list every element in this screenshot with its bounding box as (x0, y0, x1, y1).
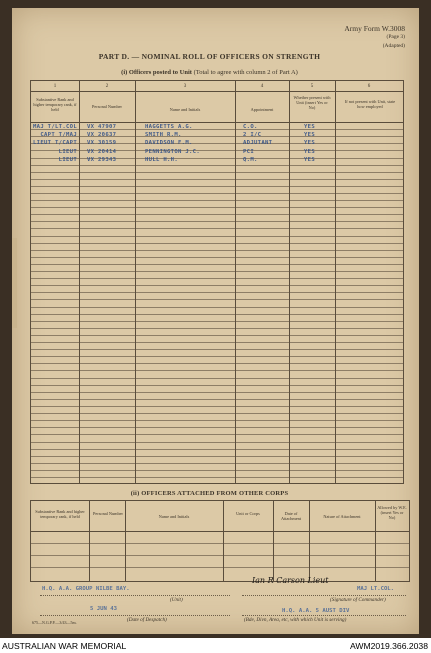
cell-appointment: 2 I/C (243, 132, 262, 139)
header-personal-number: Personal Number (92, 104, 122, 109)
cell-personal-number: VX 20637 (87, 132, 117, 139)
form-number-text: Army Form W.3008 (344, 24, 405, 33)
row-rule (31, 271, 403, 272)
col-number-5: 5 (310, 84, 314, 89)
archive-institution: AUSTRALIAN WAR MEMORIAL (2, 641, 127, 651)
row-rule (31, 292, 403, 293)
row-rule (31, 456, 403, 457)
row-rule (31, 278, 403, 279)
cell-personal-number: VX 29343 (87, 156, 117, 163)
cell-rank: LIEUT (58, 156, 77, 163)
header-present: Whether present with Unit (insert Yes or No) (293, 95, 331, 111)
row-rule (31, 214, 403, 215)
section1-title-bold: (i) Officers posted to Unit (121, 69, 192, 76)
row-rule (31, 477, 403, 478)
attached-header-date: Date of Attachment (280, 511, 302, 522)
cell-appointment: PCI (243, 148, 255, 155)
row-rule (31, 243, 403, 244)
cell-appointment: Q.M. (243, 156, 258, 163)
cell-personal-number: VX 30159 (87, 140, 117, 147)
commander-rank: MAJ LT.COL. (357, 586, 395, 592)
formation-stamp: H.Q. A.A. 5 AUST DIV (282, 608, 350, 614)
row-rule (31, 335, 403, 336)
col-number-1: 1 (53, 84, 57, 89)
officers-posted-table (30, 80, 404, 484)
row-rule (31, 314, 403, 315)
row-rule (31, 406, 403, 407)
cell-name: HULL H.H. (145, 156, 179, 163)
row-rule (31, 179, 403, 180)
header-name: Name and Initials (169, 107, 201, 112)
officers-attached-table (30, 500, 410, 582)
row-rule (31, 207, 403, 208)
header-appointment: Appointment (250, 107, 274, 112)
formation-caption: (Bde, Divn, Area, etc, with which Unit is serving) (244, 617, 347, 623)
row-rule (31, 299, 403, 300)
row-rule (31, 363, 403, 364)
attached-header-name: Name and Initials (158, 514, 190, 519)
unit-stamp: H.Q. A.A. GROUP NILBE BAY. (42, 586, 130, 592)
cell-appointment: C.O. (243, 124, 258, 130)
row-rule (31, 392, 403, 393)
section2-title: (ii) OFFICERS ATTACHED FROM OTHER CORPS (130, 490, 289, 497)
col-number-2: 2 (105, 84, 109, 89)
row-rule (31, 321, 403, 322)
cell-present: YES (304, 148, 316, 155)
header-not-present: If not present with Unit, state how employed (344, 99, 396, 110)
row-rule (31, 449, 403, 450)
cell-personal-number: VX 47907 (87, 124, 117, 130)
row-rule (31, 356, 403, 357)
cell-appointment: ADJUTANT (243, 140, 273, 147)
form-number (344, 24, 405, 51)
cell-name: HAGGETTS A.G. (145, 124, 193, 130)
despatch-date: 5 JUN 43 (90, 606, 117, 612)
row-rule (31, 385, 403, 386)
row-rule (31, 186, 403, 187)
row-rule (31, 285, 403, 286)
attached-header-unit: Unit or Corps (236, 511, 260, 516)
row-rule (31, 434, 403, 435)
attached-header-rank: Substantive Rank and higher temporary rank, if held (35, 509, 85, 520)
form-page: (Page 3) (386, 34, 405, 40)
row-rule (31, 442, 403, 443)
row-rule (31, 193, 403, 194)
col-number-4: 4 (260, 84, 264, 89)
cell-rank: LIEUT (58, 148, 77, 155)
row-rule (31, 420, 403, 421)
unit-caption: (Unit) (170, 597, 183, 603)
cell-rank: CAPT T/MAJ (40, 132, 77, 139)
attached-header-nature: Nature of Attachment (323, 514, 361, 519)
attached-header-allowed: Allowed by W.E. (insert Yes or No) (377, 505, 407, 521)
row-rule (31, 172, 403, 173)
row-rule (31, 349, 403, 350)
header-rank: Substantive Rank and higher temporary rank, if held (33, 97, 77, 113)
row-rule (31, 413, 403, 414)
col-number-6: 6 (367, 84, 371, 89)
cell-present: YES (304, 124, 316, 130)
cell-rank: MAJ T/LT.COL (33, 124, 78, 130)
commander-caption: (Signature of Commander) (330, 597, 386, 603)
col-number-3: 3 (183, 84, 187, 89)
row-rule (31, 200, 403, 201)
row-rule (31, 378, 403, 379)
row-rule (31, 463, 403, 464)
archive-id: AWM2019.366.2038 (349, 641, 428, 651)
commander-signature: Ian R Carson Lieut (252, 576, 329, 585)
section1-title (12, 69, 407, 76)
form-adapted: (Adapted) (382, 43, 405, 49)
cell-present: YES (304, 156, 316, 163)
cell-present: YES (304, 140, 316, 147)
cell-name: PENNINGTON J.C. (145, 148, 201, 155)
row-rule (31, 328, 403, 329)
row-rule (31, 221, 403, 222)
row-rule (31, 342, 403, 343)
row-rule (31, 470, 403, 471)
row-rule (31, 250, 403, 251)
row-rule (31, 236, 403, 237)
cell-name: SMITH R.M. (145, 132, 182, 139)
attached-header-number: Personal Number (93, 511, 123, 516)
part-title: PART D. — NOMINAL ROLL OF OFFICERS ON STRENGTH (98, 52, 321, 61)
form-sheet (12, 8, 419, 634)
date-caption: (Date of Despatch) (127, 617, 167, 623)
cell-rank: LIEUT T/CAPT (33, 140, 78, 147)
row-rule (31, 264, 403, 265)
cell-present: YES (304, 132, 316, 139)
row-rule (31, 427, 403, 428)
row-rule (31, 370, 403, 371)
cell-name: DAVIDSON F.M. (145, 140, 193, 147)
row-rule (31, 257, 403, 258)
cell-personal-number: VX 20414 (87, 148, 117, 155)
section1-title-note: (Total to agree with column 2 of Part A) (193, 69, 298, 76)
row-rule (31, 307, 403, 308)
print-code: 675—N.G.P.P.—3/43—5m. (32, 620, 77, 625)
row-rule (31, 399, 403, 400)
row-rule (31, 228, 403, 229)
row-rule (31, 165, 403, 166)
